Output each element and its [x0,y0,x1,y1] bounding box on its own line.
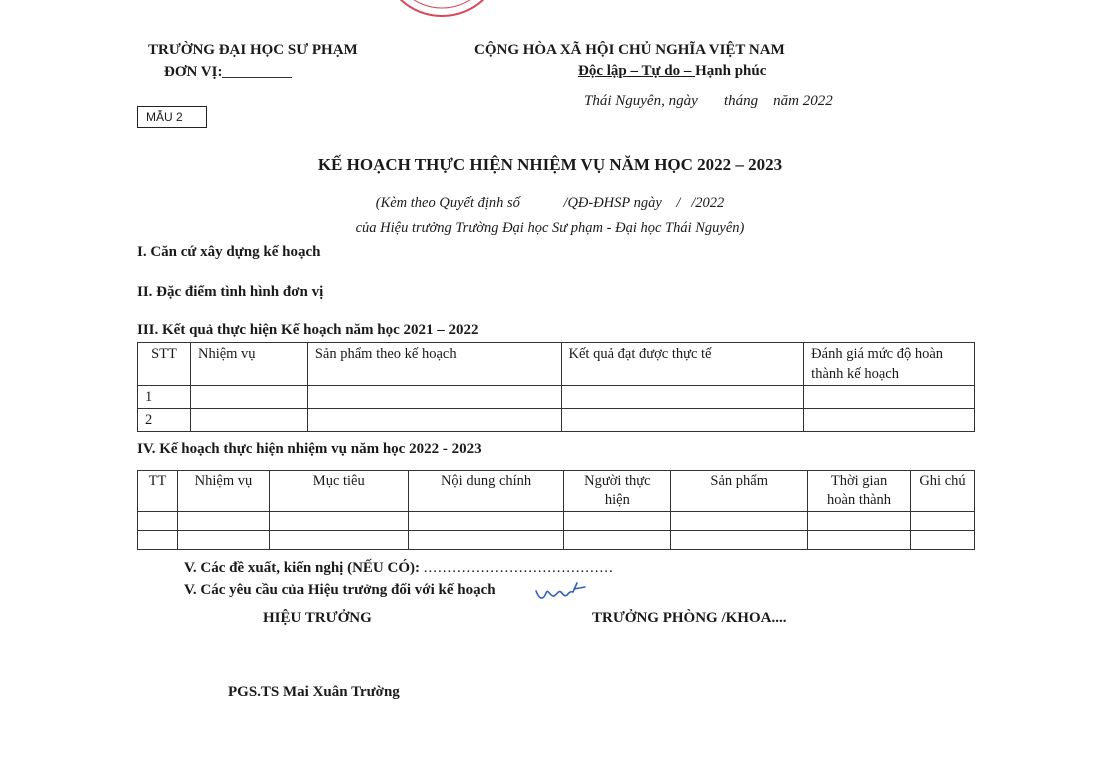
section-1-heading: I. Căn cứ xây dựng kế hoạch [137,244,321,260]
attachment-note-line2: của Hiệu trưởng Trường Đại học Sư phạm - Đại học Thái Nguyên) [355,220,745,236]
handwritten-signature [533,579,589,605]
table-row [138,386,975,409]
section-2-heading: II. Đặc điểm tình hình đơn vị [137,284,324,300]
table-row [138,409,975,432]
republic-name: CỘNG HÒA XÃ HỘI CHỦ NGHĨA VIỆT NAM [474,42,785,58]
results-col-task: Nhiệm vụ [190,343,307,386]
plan-col-tt: TT [138,471,178,512]
table-row [138,531,975,550]
section-4-heading: IV. Kế hoạch thực hiện nhiệm vụ năm học 2022 - 2023 [137,441,482,457]
results-row-1-stt: 1 [138,386,191,409]
results-row-1-product [307,386,561,409]
motto-part-1: Độc lập [578,63,627,79]
document-title: KẾ HOẠCH THỰC HIỆN NHIỆM VỤ NĂM HỌC 2022 – 2023 [317,155,783,174]
school-name: TRƯỜNG ĐẠI HỌC SƯ PHẠM [148,42,358,58]
plan-col-task: Nhiệm vụ [177,471,269,512]
results-row-2-task [190,409,307,432]
results-row-2-stt: 2 [138,409,191,432]
plan-col-main-content: Nội dung chính [408,471,564,512]
results-row-1-evaluation [804,386,975,409]
official-stamp [374,0,510,28]
plan-col-person-in-charge: Người thực hiện [564,471,671,512]
motto-part-2: Tự do [641,63,681,79]
plan-table-header-row [138,471,975,512]
place-date: Thái Nguyên, ngày tháng năm 2022 [584,93,833,109]
section-5-label: V. Các đề xuất, kiến nghị (NẾU CÓ): [184,560,420,576]
unit-blank-line [222,63,292,78]
plan-col-completion-time: Thời gian hoàn thành [808,471,911,512]
department-head-title: TRƯỞNG PHÒNG /KHOA.... [592,610,787,626]
unit-label [164,63,292,81]
results-row-1-task [190,386,307,409]
motto-sep-1: – [626,63,642,79]
plan-col-notes: Ghi chú [910,471,974,512]
plan-table [137,470,975,550]
section-6-heading: V. Các yêu cầu của Hiệu trưởng đối với kế hoạch [184,582,496,598]
results-col-actual-result: Kết quả đạt được thực tế [561,343,804,386]
motto-part-3: Hạnh phúc [695,63,767,79]
results-table [137,342,975,432]
results-table-header-row [138,343,975,386]
plan-col-objective: Mục tiêu [269,471,408,512]
principal-title: HIỆU TRƯỞNG [263,610,372,626]
results-row-2-product [307,409,561,432]
unit-label-text: ĐƠN VỊ: [164,64,223,80]
results-row-1-result [561,386,804,409]
section-3-heading: III. Kết quả thực hiện Kế hoạch năm học 2021 – 2022 [137,322,479,338]
motto-sep-2: – [680,63,696,79]
results-col-stt: STT [138,343,191,386]
results-row-2-evaluation [804,409,975,432]
principal-name: PGS.TS Mai Xuân Trường [228,684,400,700]
form-label-box: MẪU 2 [137,106,207,128]
motto [578,63,766,80]
table-row [138,512,975,531]
section-5-heading [184,560,614,577]
results-row-2-result [561,409,804,432]
results-col-evaluation: Đánh giá mức độ hoàn thành kế hoạch [804,343,975,386]
plan-col-product: Sản phẩm [671,471,808,512]
attachment-note-line1: (Kèm theo Quyết định số /QĐ-ĐHSP ngày / /2022 [375,195,725,211]
section-5-dots: ........................................ [423,560,614,576]
results-col-planned-product: Sản phẩm theo kế hoạch [307,343,561,386]
